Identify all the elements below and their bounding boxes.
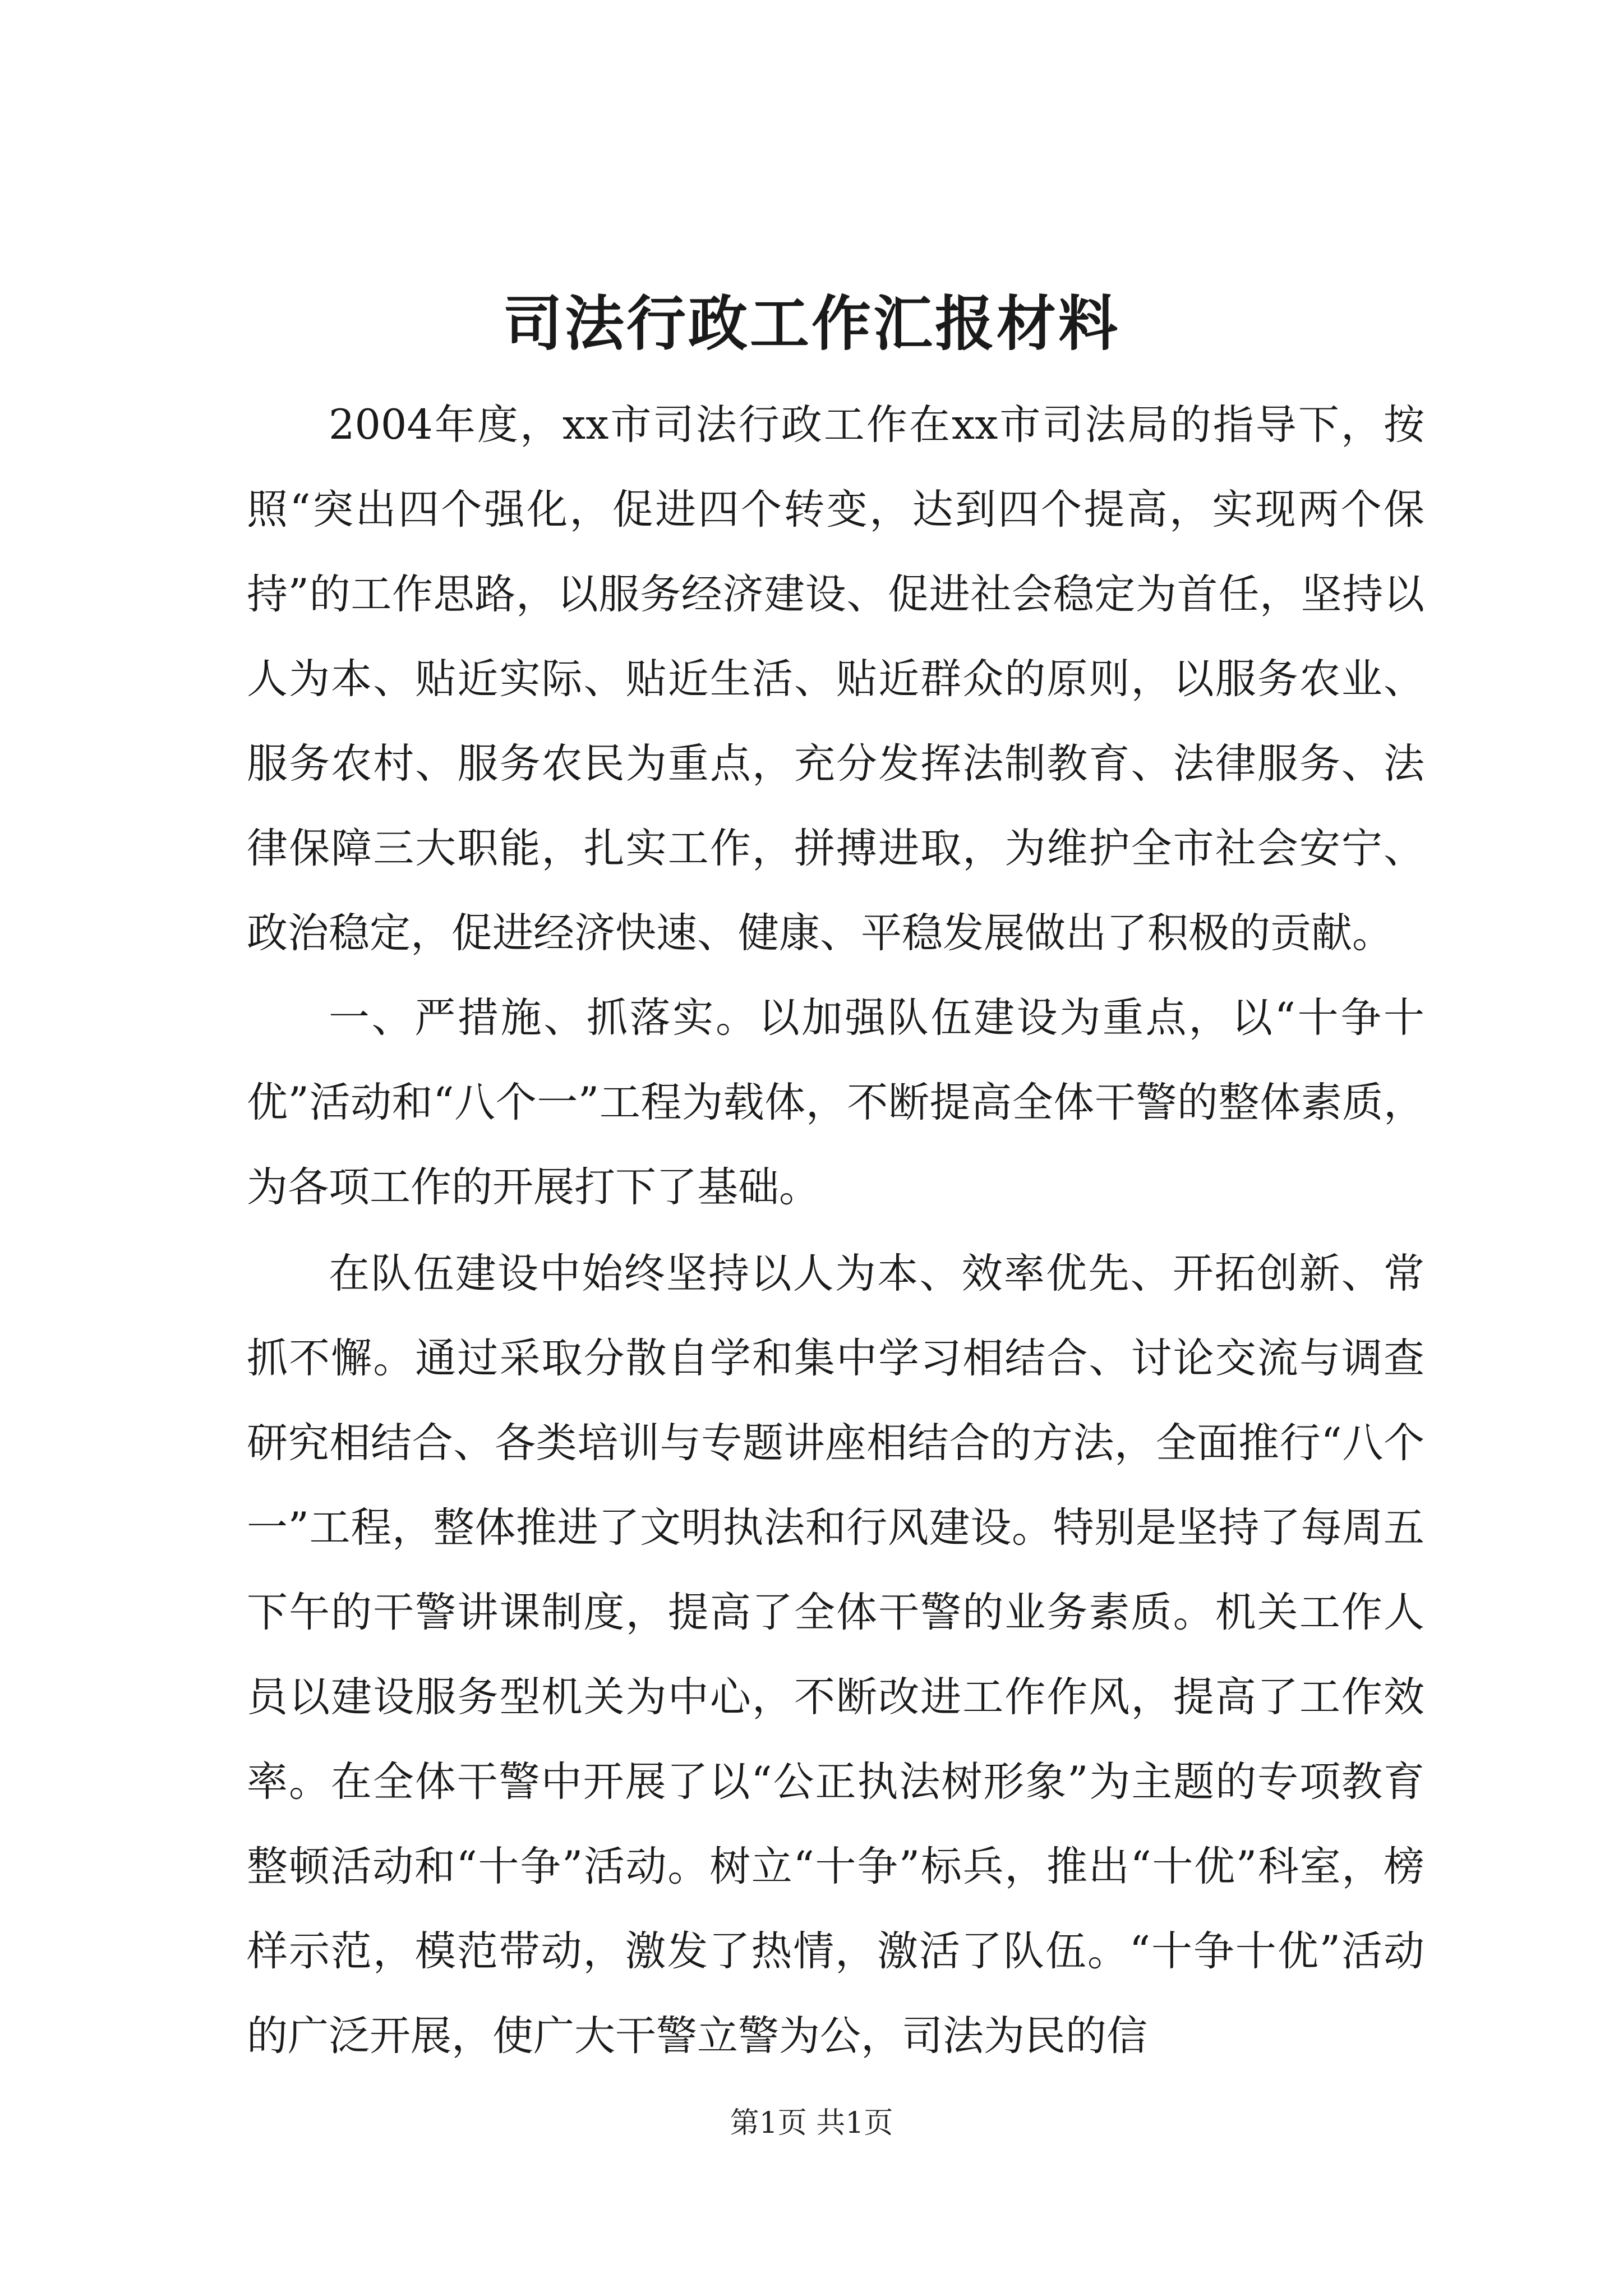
paragraph-section-one: 一、严措施、抓落实。以加强队伍建设为重点，以“十争十优”活动和“八个一”工程为载体，不断提高全体干警的整体素质，为各项工作的开展打下了基础。 — [247, 994, 1424, 1211]
paragraph-team-building: 在队伍建设中始终坚持以人为本、效率优先、开拓创新、常抓不懈。通过采取分散自学和集中学习相结合、讨论交流与调查研究相结合、各类培训与专题讲座相结合的方法，全面推行“八个一”工程，整体推进了文明执法和行风建设。特别是坚持了每周五下午的干警讲课制度，提高了全体干警的业务素质。机关工作人员以建设服务型机关为中心，不断改进工作作风，提高了工作效率。在全体干警中开展了以“公正执法树形象”为主题的专项教育整顿活动和“十争”活动。树立“十争”标兵，推出“十优”科室，榜样示范，模范带动，激发了热情，激活了队伍。“十争十优”活动的广泛开展，使广大干警立警为公，司法为民的信 — [247, 1250, 1424, 2060]
document-title: 司法行政工作汇报材料 — [503, 288, 1120, 358]
document-body — [247, 383, 1424, 2078]
page-footer: 第1页 共1页 — [730, 2106, 893, 2140]
paragraph-intro: 2004年度，xx市司法行政工作在xx市司法局的指导下，按照“突出四个强化，促进四个转变，达到四个提高，实现两个保持”的工作思路，以服务经济建设、促进社会稳定为首任，坚持以人为本、贴近实际、贴近生活、贴近群众的原则，以服务农业、服务农村、服务农民为重点，充分发挥法制教育、法律服务、法律保障三大职能，扎实工作，拼搏进取，为维护全市社会安宁、政治稳定，促进经济快速、健康、平稳发展做出了积极的贡献。 — [247, 401, 1424, 957]
